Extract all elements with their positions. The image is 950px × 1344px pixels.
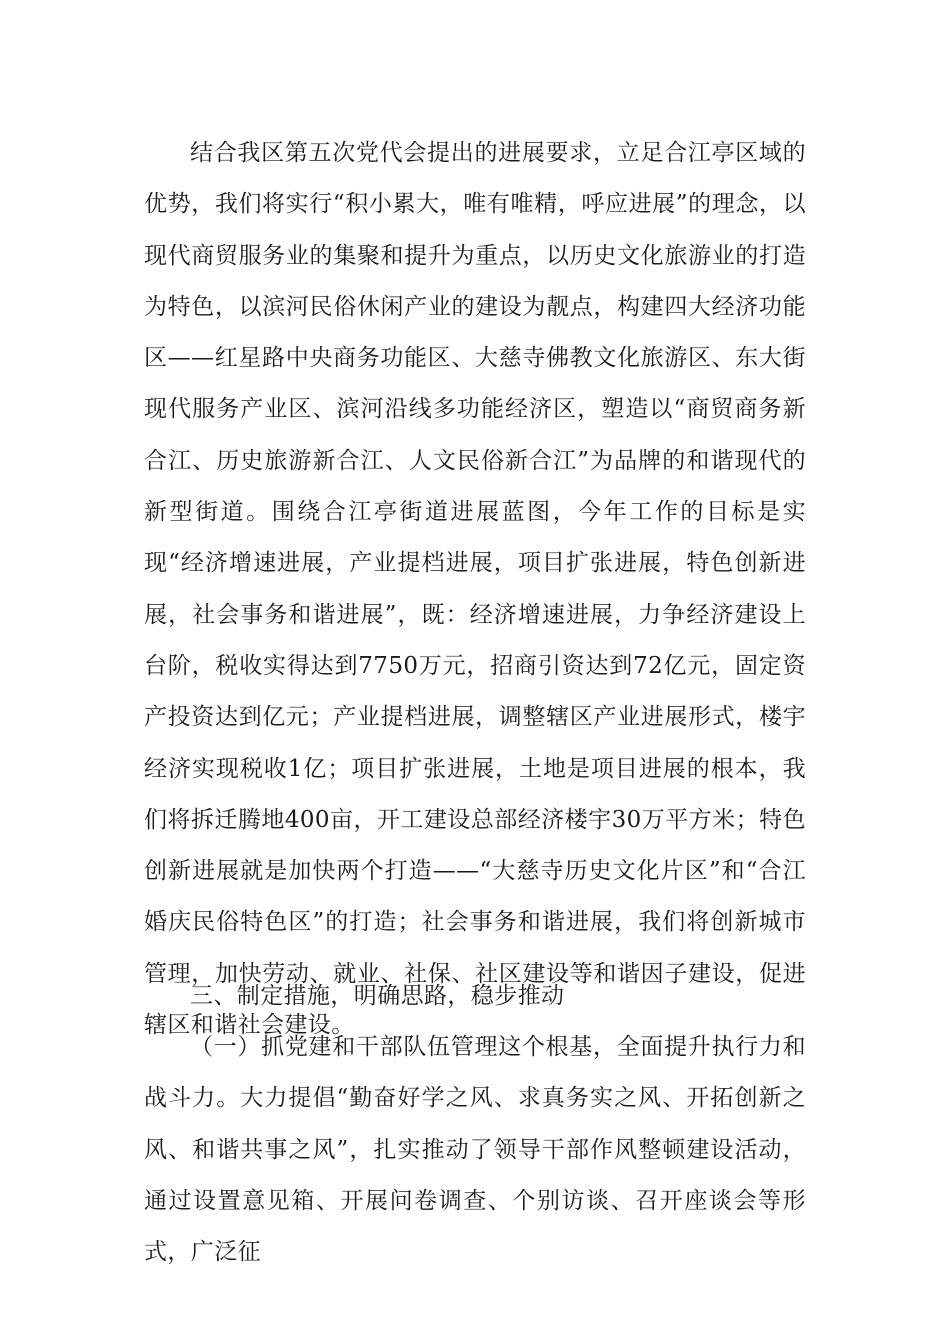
body-text-block bbox=[144, 128, 806, 1051]
paragraph-development-goals: 结合我区第五次党代会提出的进展要求，立足合江亭区域的优势，我们将实行“积小累大，唯有唯精，呼应进展”的理念，以现代商贸服务业的集聚和提升为重点，以历史文化旅游业的打造为特色，以滨河民俗休闲产业的建设为靓点，构建四大经济功能区——红星路中央商务功能区、大慈寺佛教文化旅游区、东大街现代服务产业区、滨河沿线多功能经济区，塑造以“商贸商务新合江、历史旅游新合江、人文民俗新合江”为品牌的和谐现代的新型街道。围绕合江亭街道进展蓝图，今年工作的目标是实现“经济增速进展，产业提档进展，项目扩张进展，特色创新进展，社会事务和谐进展”，既：经济增速进展，力争经济建设上台阶，税收实得达到7750万元，招商引资达到72亿元，固定资产投资达到亿元；产业提档进展，调整辖区产业进展形式，楼宇经济实现税收1亿；项目扩张进展，土地是项目进展的根本，我们将拆迁腾地400亩，开工建设总部经济楼宇30万平方米；特色创新进展就是加快两个打造——“大慈寺历史文化片区”和“合江婚庆民俗特色区”的打造；社会事务和谐进展，我们将创新城市管理，加快劳动、就业、社保、社区建设等和谐因子建设，促进辖区和谐社会建设。 bbox=[144, 140, 806, 1039]
section-heading: 三、制定措施，明确思路，稳步推动 bbox=[190, 983, 565, 1009]
paragraph-party-building: （一）抓党建和干部队伍管理这个根基，全面提升执行力和战斗力。大力提倡“勤奋好学之风、求真务实之风、开拓创新之风、和谐共事之风”，扎实推动了领导干部作风整顿建设活动，通过设置意见箱、开展问卷调查、个别访谈、召开座谈会等形式，广泛征 bbox=[144, 1034, 806, 1266]
section-heading-block bbox=[144, 971, 806, 1022]
body-text-block bbox=[144, 1022, 806, 1278]
